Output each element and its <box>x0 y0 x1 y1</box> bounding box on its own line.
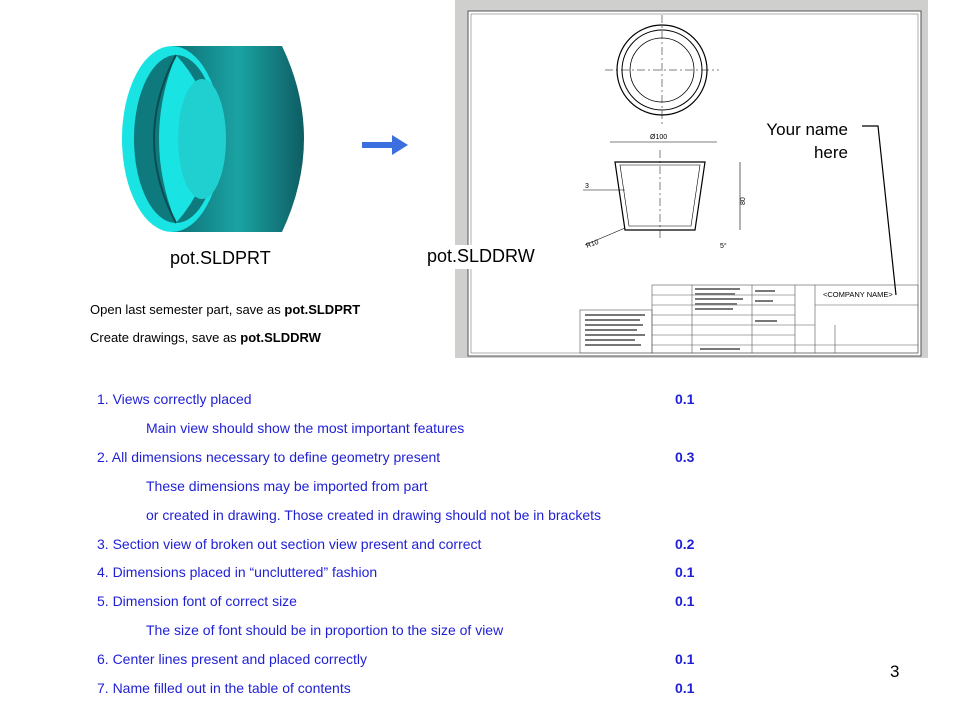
rubric-subitem: These dimensions may be imported from part <box>146 478 428 494</box>
part-file-label: pot.SLDPRT <box>170 248 271 268</box>
rubric-item: 3. Section view of broken out section view present and correct 0.2 <box>97 536 695 552</box>
rubric-item: 6. Center lines present and placed correctly 0.1 <box>97 651 695 667</box>
rubric-subitem: Main view should show the most important features <box>146 420 465 436</box>
dim-height: 80 <box>740 197 747 205</box>
dim-radius: R10 <box>585 238 600 250</box>
dim-wall: 3 <box>585 183 589 190</box>
company-name: <COMPANY NAME> <box>823 290 893 299</box>
part-image <box>112 38 326 238</box>
rubric-item: 5. Dimension font of correct size 0.1 <box>97 593 695 609</box>
rubric-item: 4. Dimensions placed in “uncluttered” fashion 0.1 <box>97 564 695 580</box>
instruction-line-2: Create drawings, save as pot.SLDDRW <box>90 330 321 345</box>
dim-diameter: Ø100 <box>650 134 668 141</box>
drawing-sheet-image <box>455 0 928 358</box>
rubric-item: 7. Name filled out in the table of contents 0.1 <box>97 680 695 696</box>
instruction-line-1: Open last semester part, save as pot.SLDPRT <box>90 302 361 317</box>
dim-angle: 5° <box>720 243 727 250</box>
page-number: 3 <box>890 662 900 681</box>
arrow-right-icon <box>360 133 410 157</box>
rubric-item: 2. All dimensions necessary to define geometry present 0.3 <box>97 449 695 465</box>
drawing-file-label: pot.SLDDRW <box>421 245 541 269</box>
rubric-subitem: The size of font should be in proportion to the size of view <box>146 622 504 638</box>
your-name-callout: Your name here <box>766 120 848 162</box>
rubric-item: 1. Views correctly placed 0.1 <box>97 391 695 407</box>
leader-line <box>860 120 910 300</box>
rubric-subitem: or created in drawing. Those created in drawing should not be in brackets <box>146 507 602 523</box>
